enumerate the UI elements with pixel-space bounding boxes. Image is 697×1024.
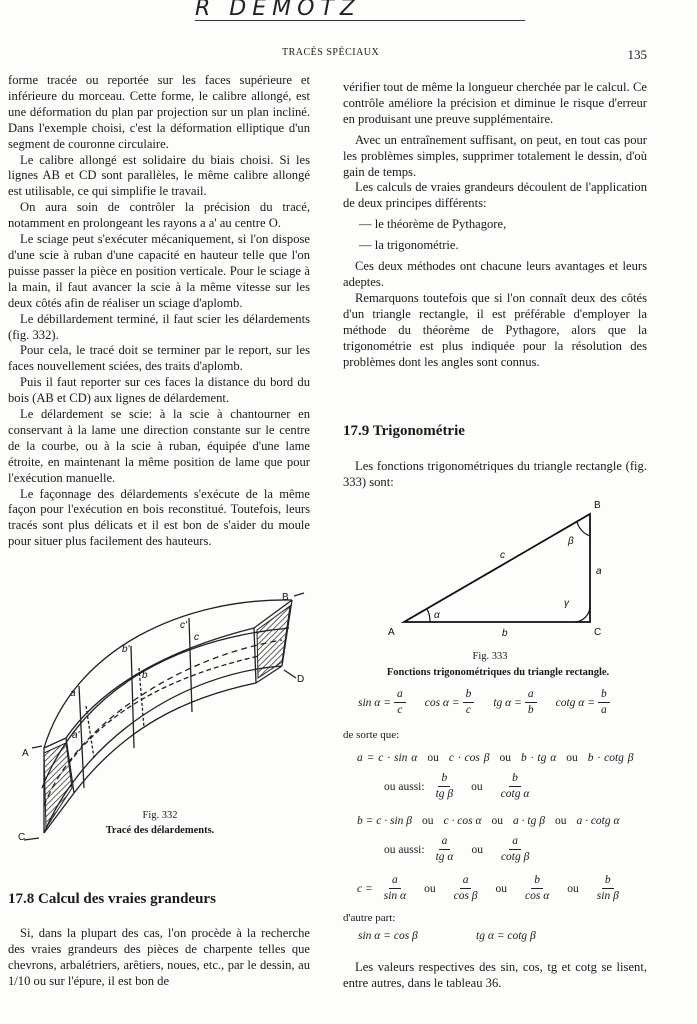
handwritten-note: R DEMOTZ (195, 0, 525, 21)
formula-term: a · tg β (513, 815, 545, 827)
fig332-label-a-prime: a' (72, 730, 80, 741)
vertex-C-label: C (594, 627, 602, 638)
ou: ou (424, 882, 436, 895)
fraction: b tg β (435, 772, 454, 800)
sin-def: sin α = (358, 696, 391, 709)
ou-aussi: ou aussi: (384, 780, 425, 793)
paragraph: Le façonnage des délardements s'exécute de la même façon pour l'exécution en bois reconstitué. Toutefois, leurs tracés sont plus délicats et il est bon de s'aider du moule pour situer plus facilement des hauteurs. (8, 486, 310, 549)
paragraph: Le débillardement terminé, il faut scier les délardements (fig. 332). (8, 311, 310, 342)
list-item: — la trigonométrie. (359, 238, 459, 253)
formula-a-aussi (384, 772, 535, 801)
formula-term: a · cotg α (576, 815, 620, 827)
fraction: $\frac{a}{c}$ (394, 688, 406, 717)
running-title: TRACÉS SPÉCIAUX (282, 47, 380, 58)
fraction: a cos β (453, 874, 478, 902)
ou: ou (471, 843, 483, 856)
formula-term: c · cos α (443, 815, 482, 827)
paragraph: Si, dans la plupart des cas, l'on procède à la recherche des vraies grandeurs des pièces de charpente telles que chevrons, arbalétriers, arêtiers, noues, etc., par le dessin, au 1/10 ou sur l'épure, il est bon de (8, 926, 310, 988)
tg-def: tg α = (493, 696, 522, 709)
formula-c-row (357, 874, 625, 903)
fraction: $\frac{a}{b}$ (525, 688, 537, 717)
paragraph: Le délardement se scie: à la scie à chantourner en conservant à la lame une direction constante sur le centre de la courbe, ou à la scie à ruban, équipée d'une lame étroite, en maintenant la même position de lame que pour l'exécution manuelle. (8, 407, 310, 485)
paragraph: Pour cela, le tracé doit se terminer par le report, sur les faces nouvellement sciées, des traits d'aplomb. (8, 343, 310, 374)
formula-term: b · cotg β (587, 752, 634, 764)
right-column-text (343, 80, 647, 370)
list-item: — le théorème de Pythagore, (359, 217, 507, 232)
side-b-label: b (502, 628, 508, 639)
page-number: 135 (627, 47, 647, 62)
relation-sin-cos: sin α = cos β (358, 930, 418, 942)
side-c-label: c (500, 550, 505, 561)
paragraph: Le sciage peut s'exécuter mécaniquement, si l'on dispose d'une scie à ruban d'une capacité en hauteur telle que l'on puisse passer la pièce en position verticale. Pour le sciage à la main, il faut avancer la scie à la même vitesse sur les deux côtés afin de réaliser un sciage d'aplomb. (8, 232, 310, 310)
fraction: a cotg β (500, 835, 530, 863)
vertex-A-label: A (388, 627, 395, 638)
formula-term: b = c · sin β (357, 815, 413, 827)
fig332-label-B: B (282, 592, 289, 603)
fig332-label-a: a (70, 688, 76, 699)
formula-term: c = (357, 882, 373, 895)
fraction: $\frac{a}{\text{sin α}}$ (383, 874, 407, 902)
relation-tg-cotg: tg α = cotg β (476, 930, 536, 942)
paragraph: Les calculs de vraies grandeurs découlent de l'application de deux principes différents: (343, 180, 647, 211)
paragraph: Les valeurs respectives des sin, cos, tg et cotg se lisent, entre autres, dans le tableau 36. (343, 960, 647, 990)
fig332-label-b-prime: b' (122, 644, 130, 655)
formula-b-row (357, 815, 620, 827)
fig332-label-c-prime: c' (180, 620, 187, 631)
section-17-9-title: 17.9 Trigonométrie (343, 423, 465, 439)
section-17-8-title: 17.8 Calcul des vraies grandeurs (8, 891, 216, 907)
closing-text (343, 960, 647, 992)
angle-beta-label: β (568, 536, 574, 547)
formula-b-aussi (384, 835, 535, 864)
fig333-number: Fig. 333 (472, 651, 508, 662)
paragraph: Le calibre allongé est solidaire du biais choisi. Si les lignes AB et CD sont parallèles, le même calibre allongé est utilisable, ce qui simplifie le travail. (8, 152, 310, 199)
ou: ou (471, 780, 483, 793)
angle-alpha-label: α (434, 610, 440, 621)
fraction: b sin β (596, 874, 619, 902)
de-sorte-que: de sorte que: (343, 729, 400, 741)
paragraph: On aura soin de contrôler la précision du tracé, notamment en prolongeant les rayons a a' au centre O. (8, 200, 310, 231)
fig332-label-C: C (18, 832, 26, 843)
paragraph: Puis il faut reporter sur ces faces la distance du bord du bois (AB et CD) aux lignes de délardement. (8, 375, 310, 406)
angle-gamma-label: γ (564, 598, 569, 609)
ou: ou (567, 882, 579, 895)
paragraph: vérifier tout de même la longueur cherchée par le calcul. Ce contrôle améliore la précision et diminue le risque d'erreur en produisant une preuve supplémentaire. (343, 80, 647, 126)
formula-term: c · cos β (448, 752, 490, 764)
formula-term: a = c · sin α (357, 752, 418, 764)
fig333-triangle (372, 494, 632, 644)
fig332-caption: Tracé des délardements. (105, 825, 215, 836)
ou: ou (491, 815, 503, 827)
fraction: a tg α (435, 835, 454, 863)
formula-a-row (357, 752, 634, 764)
fraction: b cotg α (500, 772, 530, 800)
basic-functions-row (358, 688, 613, 717)
paragraph: Remarquons toutefois que si l'on connaît deux des côtés d'un triangle rectangle, il est préférable d'employer la méthode du théorème de Pythagore, alors que la trigonométrie est plus indiquée pour la résolution des problèmes dont les angles sont connus. (343, 290, 647, 369)
ou: ou (495, 882, 508, 895)
paragraph: Avec un entraînement suffisant, on peut, en tout cas pour les problèmes simples, supprimer totalement le dessin, d'où gain de temps. (343, 132, 647, 179)
ou: ou (554, 815, 567, 827)
paragraph: Ces deux méthodes ont chacune leurs avantages et leurs adeptes. (343, 259, 647, 289)
paragraph: Les fonctions trigonométriques du triangle rectangle (fig. 333) sont: (343, 459, 647, 489)
ou: ou (566, 752, 578, 764)
ou: ou (427, 752, 439, 764)
formula-term: b · tg α (521, 752, 557, 764)
fig332-label-b: b (142, 670, 148, 681)
cos-def: cos α = (424, 696, 460, 709)
fig332-label-A: A (22, 748, 29, 759)
fig332-label-c: c (194, 632, 199, 643)
vertex-B-label: B (594, 500, 601, 511)
fig332-number: Fig. 332 (142, 810, 178, 821)
d-autre-part: d'autre part: (343, 912, 396, 924)
ou: ou (499, 752, 511, 764)
section-17-9-intro (343, 459, 647, 491)
fraction: $\frac{b}{c}$ (463, 688, 475, 717)
ou: ou (422, 815, 434, 827)
cotg-def: cotg α = (555, 696, 595, 709)
ou-aussi: ou aussi: (384, 843, 425, 856)
fig333-caption: Fonctions trigonométriques du triangle rectangle. (386, 667, 610, 678)
fraction: $\frac{b}{a}$ (598, 688, 610, 717)
left-column-text (8, 73, 310, 550)
section-17-8-text (8, 926, 310, 990)
fig332-drawing (14, 588, 314, 844)
fraction: b cos α (525, 874, 550, 902)
fig332-label-D: D (297, 674, 305, 685)
paragraph: forme tracée ou reportée sur les faces supérieure et inférieure du morceau. Cette forme, le calibre allongé, est une déformation du plan par projection sur un plan incliné. Dans l'exemple choisi, c'est la déformation elliptique d'un segment de couronne circulaire. (8, 73, 310, 151)
side-a-label: a (596, 566, 602, 577)
